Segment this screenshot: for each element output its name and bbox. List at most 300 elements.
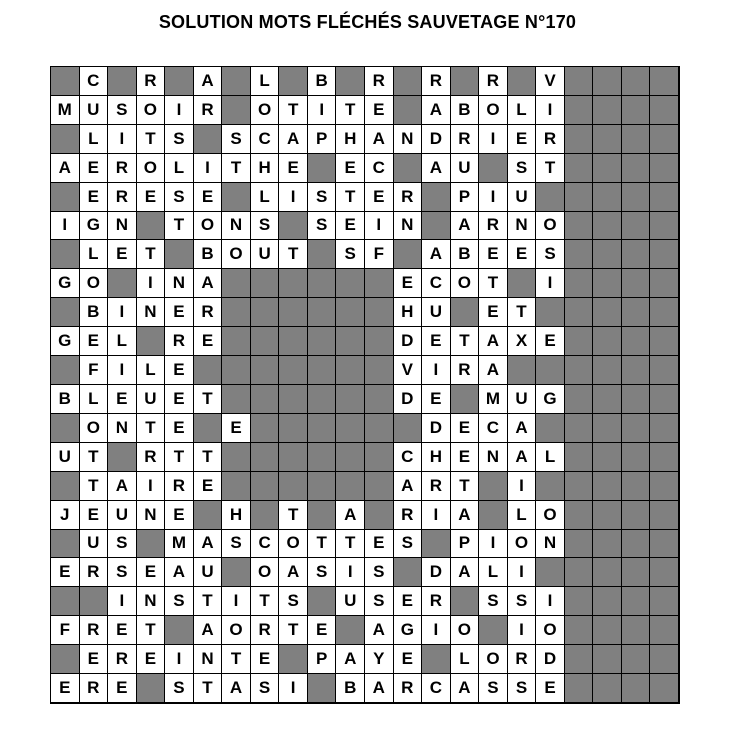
black-cell: [251, 269, 280, 298]
letter-cell: A: [508, 443, 537, 472]
letter-cell: A: [422, 154, 451, 183]
black-cell: [565, 212, 594, 241]
black-cell: [536, 183, 565, 212]
black-cell: [622, 96, 651, 125]
letter-cell: S: [508, 674, 537, 703]
black-cell: [422, 645, 451, 674]
black-cell: [394, 96, 423, 125]
letter-cell: T: [279, 240, 308, 269]
black-cell: [451, 298, 480, 327]
letter-cell: E: [479, 240, 508, 269]
letter-cell: A: [451, 674, 480, 703]
letter-cell: I: [279, 674, 308, 703]
black-cell: [479, 616, 508, 645]
letter-cell: C: [422, 674, 451, 703]
letter-cell: H: [394, 298, 423, 327]
letter-cell: B: [308, 67, 337, 96]
black-cell: [622, 154, 651, 183]
letter-cell: I: [508, 616, 537, 645]
letter-cell: S: [165, 674, 194, 703]
black-cell: [650, 443, 679, 472]
black-cell: [479, 501, 508, 530]
letter-cell: U: [508, 183, 537, 212]
letter-cell: T: [137, 414, 166, 443]
black-cell: [650, 212, 679, 241]
letter-cell: I: [536, 269, 565, 298]
letter-cell: S: [479, 587, 508, 616]
letter-cell: S: [108, 96, 137, 125]
letter-cell: S: [336, 240, 365, 269]
black-cell: [308, 443, 337, 472]
letter-cell: O: [479, 96, 508, 125]
black-cell: [593, 587, 622, 616]
letter-cell: E: [308, 616, 337, 645]
letter-cell: T: [279, 616, 308, 645]
letter-cell: E: [394, 269, 423, 298]
black-cell: [593, 414, 622, 443]
letter-cell: A: [108, 472, 137, 501]
letter-cell: L: [508, 501, 537, 530]
letter-cell: E: [279, 154, 308, 183]
black-cell: [622, 530, 651, 559]
letter-cell: T: [308, 530, 337, 559]
letter-cell: O: [137, 154, 166, 183]
letter-cell: N: [108, 212, 137, 241]
black-cell: [622, 212, 651, 241]
black-cell: [279, 472, 308, 501]
letter-cell: L: [251, 183, 280, 212]
black-cell: [336, 472, 365, 501]
black-cell: [422, 212, 451, 241]
black-cell: [308, 269, 337, 298]
black-cell: [365, 269, 394, 298]
black-cell: [394, 67, 423, 96]
black-cell: [622, 558, 651, 587]
letter-cell: I: [165, 96, 194, 125]
black-cell: [536, 298, 565, 327]
black-cell: [251, 472, 280, 501]
letter-cell: B: [336, 674, 365, 703]
letter-cell: R: [165, 472, 194, 501]
letter-cell: O: [194, 212, 223, 241]
black-cell: [565, 558, 594, 587]
black-cell: [622, 385, 651, 414]
letter-cell: T: [194, 385, 223, 414]
letter-cell: S: [108, 530, 137, 559]
letter-cell: L: [80, 240, 109, 269]
letter-cell: R: [394, 674, 423, 703]
black-cell: [622, 298, 651, 327]
black-cell: [565, 674, 594, 703]
black-cell: [336, 327, 365, 356]
black-cell: [565, 472, 594, 501]
black-cell: [308, 472, 337, 501]
letter-cell: O: [80, 414, 109, 443]
black-cell: [565, 96, 594, 125]
black-cell: [308, 587, 337, 616]
letter-cell: L: [479, 558, 508, 587]
black-cell: [308, 356, 337, 385]
black-cell: [222, 472, 251, 501]
letter-cell: R: [479, 212, 508, 241]
black-cell: [622, 472, 651, 501]
letter-cell: S: [479, 674, 508, 703]
black-cell: [565, 269, 594, 298]
black-cell: [279, 443, 308, 472]
black-cell: [336, 443, 365, 472]
letter-cell: E: [536, 327, 565, 356]
letter-cell: I: [422, 501, 451, 530]
black-cell: [565, 327, 594, 356]
black-cell: [80, 587, 109, 616]
black-cell: [51, 530, 80, 559]
black-cell: [565, 616, 594, 645]
letter-cell: S: [108, 558, 137, 587]
black-cell: [650, 154, 679, 183]
black-cell: [650, 327, 679, 356]
black-cell: [650, 616, 679, 645]
black-cell: [251, 327, 280, 356]
letter-cell: L: [165, 154, 194, 183]
letter-cell: A: [451, 501, 480, 530]
letter-cell: A: [165, 558, 194, 587]
letter-cell: E: [365, 183, 394, 212]
letter-cell: A: [451, 558, 480, 587]
black-cell: [251, 298, 280, 327]
black-cell: [593, 327, 622, 356]
letter-cell: I: [422, 356, 451, 385]
black-cell: [51, 414, 80, 443]
black-cell: [279, 67, 308, 96]
letter-cell: N: [137, 298, 166, 327]
letter-cell: R: [394, 501, 423, 530]
black-cell: [650, 240, 679, 269]
letter-cell: U: [422, 298, 451, 327]
letter-cell: E: [108, 240, 137, 269]
black-cell: [622, 327, 651, 356]
letter-cell: I: [108, 587, 137, 616]
letter-cell: I: [536, 587, 565, 616]
letter-cell: E: [80, 327, 109, 356]
letter-cell: E: [451, 414, 480, 443]
black-cell: [536, 558, 565, 587]
letter-cell: D: [422, 414, 451, 443]
letter-cell: I: [479, 125, 508, 154]
letter-cell: A: [365, 674, 394, 703]
black-cell: [51, 587, 80, 616]
letter-cell: A: [279, 125, 308, 154]
letter-cell: O: [451, 269, 480, 298]
black-cell: [508, 356, 537, 385]
letter-cell: E: [80, 183, 109, 212]
black-cell: [336, 67, 365, 96]
letter-cell: S: [279, 587, 308, 616]
letter-cell: T: [536, 154, 565, 183]
letter-cell: T: [451, 472, 480, 501]
black-cell: [308, 501, 337, 530]
letter-cell: A: [508, 414, 537, 443]
black-cell: [279, 327, 308, 356]
black-cell: [394, 154, 423, 183]
letter-cell: G: [394, 616, 423, 645]
black-cell: [222, 356, 251, 385]
black-cell: [51, 67, 80, 96]
letter-cell: N: [108, 414, 137, 443]
black-cell: [593, 269, 622, 298]
letter-cell: I: [536, 96, 565, 125]
letter-cell: H: [422, 443, 451, 472]
letter-cell: O: [137, 96, 166, 125]
letter-cell: E: [165, 501, 194, 530]
letter-cell: E: [222, 414, 251, 443]
letter-cell: S: [165, 125, 194, 154]
black-cell: [222, 183, 251, 212]
letter-cell: O: [222, 240, 251, 269]
black-cell: [365, 472, 394, 501]
letter-cell: A: [451, 212, 480, 241]
letter-cell: O: [536, 212, 565, 241]
letter-cell: O: [251, 558, 280, 587]
letter-cell: E: [536, 674, 565, 703]
black-cell: [650, 269, 679, 298]
letter-cell: R: [108, 154, 137, 183]
black-cell: [622, 67, 651, 96]
letter-cell: D: [394, 385, 423, 414]
black-cell: [650, 356, 679, 385]
letter-cell: O: [251, 96, 280, 125]
black-cell: [451, 67, 480, 96]
black-cell: [251, 414, 280, 443]
letter-cell: E: [80, 154, 109, 183]
letter-cell: O: [279, 530, 308, 559]
letter-cell: A: [279, 558, 308, 587]
letter-cell: N: [508, 212, 537, 241]
letter-cell: S: [222, 125, 251, 154]
black-cell: [308, 414, 337, 443]
black-cell: [222, 269, 251, 298]
letter-cell: A: [336, 501, 365, 530]
black-cell: [194, 125, 223, 154]
letter-cell: I: [222, 587, 251, 616]
letter-cell: S: [251, 674, 280, 703]
letter-cell: I: [51, 212, 80, 241]
letter-cell: S: [508, 154, 537, 183]
letter-cell: V: [536, 67, 565, 96]
black-cell: [165, 240, 194, 269]
black-cell: [593, 298, 622, 327]
letter-cell: I: [137, 472, 166, 501]
letter-cell: E: [165, 356, 194, 385]
letter-cell: A: [51, 154, 80, 183]
black-cell: [108, 269, 137, 298]
letter-cell: A: [194, 269, 223, 298]
letter-cell: A: [222, 674, 251, 703]
black-cell: [222, 443, 251, 472]
black-cell: [565, 385, 594, 414]
black-cell: [279, 356, 308, 385]
letter-cell: E: [365, 530, 394, 559]
black-cell: [336, 269, 365, 298]
letter-cell: I: [108, 125, 137, 154]
black-cell: [622, 125, 651, 154]
letter-cell: F: [51, 616, 80, 645]
black-cell: [279, 298, 308, 327]
letter-cell: R: [137, 443, 166, 472]
letter-cell: L: [108, 327, 137, 356]
letter-cell: R: [80, 558, 109, 587]
letter-cell: R: [80, 616, 109, 645]
letter-cell: E: [137, 558, 166, 587]
letter-cell: S: [308, 558, 337, 587]
black-cell: [308, 240, 337, 269]
letter-cell: R: [451, 125, 480, 154]
letter-cell: I: [336, 558, 365, 587]
black-cell: [336, 414, 365, 443]
black-cell: [650, 501, 679, 530]
letter-cell: E: [508, 125, 537, 154]
letter-cell: S: [508, 587, 537, 616]
black-cell: [565, 298, 594, 327]
letter-cell: E: [108, 616, 137, 645]
letter-cell: I: [108, 298, 137, 327]
letter-cell: R: [479, 67, 508, 96]
letter-cell: N: [194, 645, 223, 674]
letter-cell: O: [536, 616, 565, 645]
letter-cell: C: [80, 67, 109, 96]
black-cell: [593, 501, 622, 530]
black-cell: [565, 645, 594, 674]
black-cell: [565, 443, 594, 472]
letter-cell: A: [422, 240, 451, 269]
letter-cell: N: [137, 587, 166, 616]
letter-cell: P: [451, 530, 480, 559]
letter-cell: C: [251, 530, 280, 559]
letter-cell: T: [165, 212, 194, 241]
letter-cell: T: [222, 645, 251, 674]
letter-cell: I: [165, 645, 194, 674]
black-cell: [365, 385, 394, 414]
letter-cell: E: [479, 298, 508, 327]
letter-cell: R: [108, 645, 137, 674]
black-cell: [51, 472, 80, 501]
black-cell: [565, 240, 594, 269]
letter-cell: I: [365, 212, 394, 241]
black-cell: [165, 67, 194, 96]
black-cell: [194, 501, 223, 530]
black-cell: [593, 356, 622, 385]
black-cell: [422, 530, 451, 559]
letter-cell: M: [51, 96, 80, 125]
black-cell: [308, 298, 337, 327]
letter-cell: R: [508, 645, 537, 674]
black-cell: [308, 327, 337, 356]
black-cell: [336, 298, 365, 327]
black-cell: [650, 96, 679, 125]
black-cell: [365, 356, 394, 385]
letter-cell: E: [394, 587, 423, 616]
black-cell: [650, 530, 679, 559]
letter-cell: E: [137, 645, 166, 674]
letter-cell: E: [422, 385, 451, 414]
black-cell: [108, 443, 137, 472]
letter-cell: O: [80, 269, 109, 298]
black-cell: [279, 645, 308, 674]
page-title: SOLUTION MOTS FLÉCHÉS SAUVETAGE N°170: [158, 12, 577, 32]
letter-cell: R: [422, 472, 451, 501]
letter-cell: A: [194, 616, 223, 645]
letter-cell: R: [422, 587, 451, 616]
letter-cell: E: [336, 212, 365, 241]
black-cell: [137, 674, 166, 703]
letter-cell: C: [422, 269, 451, 298]
letter-cell: U: [51, 443, 80, 472]
letter-cell: L: [508, 96, 537, 125]
letter-cell: E: [165, 385, 194, 414]
black-cell: [593, 125, 622, 154]
black-cell: [650, 67, 679, 96]
letter-cell: T: [451, 327, 480, 356]
letter-cell: A: [194, 67, 223, 96]
black-cell: [251, 443, 280, 472]
letter-cell: R: [194, 298, 223, 327]
black-cell: [508, 67, 537, 96]
black-cell: [137, 530, 166, 559]
letter-cell: E: [336, 154, 365, 183]
letter-cell: U: [108, 501, 137, 530]
black-cell: [279, 414, 308, 443]
black-cell: [622, 183, 651, 212]
letter-cell: T: [194, 443, 223, 472]
black-cell: [622, 269, 651, 298]
letter-cell: R: [80, 674, 109, 703]
black-cell: [593, 558, 622, 587]
black-cell: [394, 240, 423, 269]
black-cell: [365, 327, 394, 356]
black-cell: [222, 385, 251, 414]
letter-cell: D: [394, 327, 423, 356]
black-cell: [451, 587, 480, 616]
black-cell: [222, 298, 251, 327]
black-cell: [422, 183, 451, 212]
letter-cell: H: [336, 125, 365, 154]
letter-cell: E: [194, 327, 223, 356]
letter-cell: L: [251, 67, 280, 96]
letter-cell: E: [194, 472, 223, 501]
black-cell: [279, 212, 308, 241]
letter-cell: I: [308, 96, 337, 125]
letter-cell: E: [80, 645, 109, 674]
letter-cell: E: [194, 183, 223, 212]
black-cell: [650, 558, 679, 587]
letter-cell: R: [108, 183, 137, 212]
letter-cell: H: [251, 154, 280, 183]
letter-cell: E: [422, 327, 451, 356]
black-cell: [51, 125, 80, 154]
letter-cell: G: [51, 269, 80, 298]
letter-cell: B: [51, 385, 80, 414]
letter-cell: S: [165, 587, 194, 616]
letter-cell: N: [394, 212, 423, 241]
black-cell: [194, 356, 223, 385]
black-cell: [508, 269, 537, 298]
black-cell: [194, 414, 223, 443]
black-cell: [137, 327, 166, 356]
letter-cell: L: [451, 645, 480, 674]
letter-cell: A: [336, 645, 365, 674]
letter-cell: C: [251, 125, 280, 154]
letter-cell: L: [137, 356, 166, 385]
black-cell: [51, 356, 80, 385]
